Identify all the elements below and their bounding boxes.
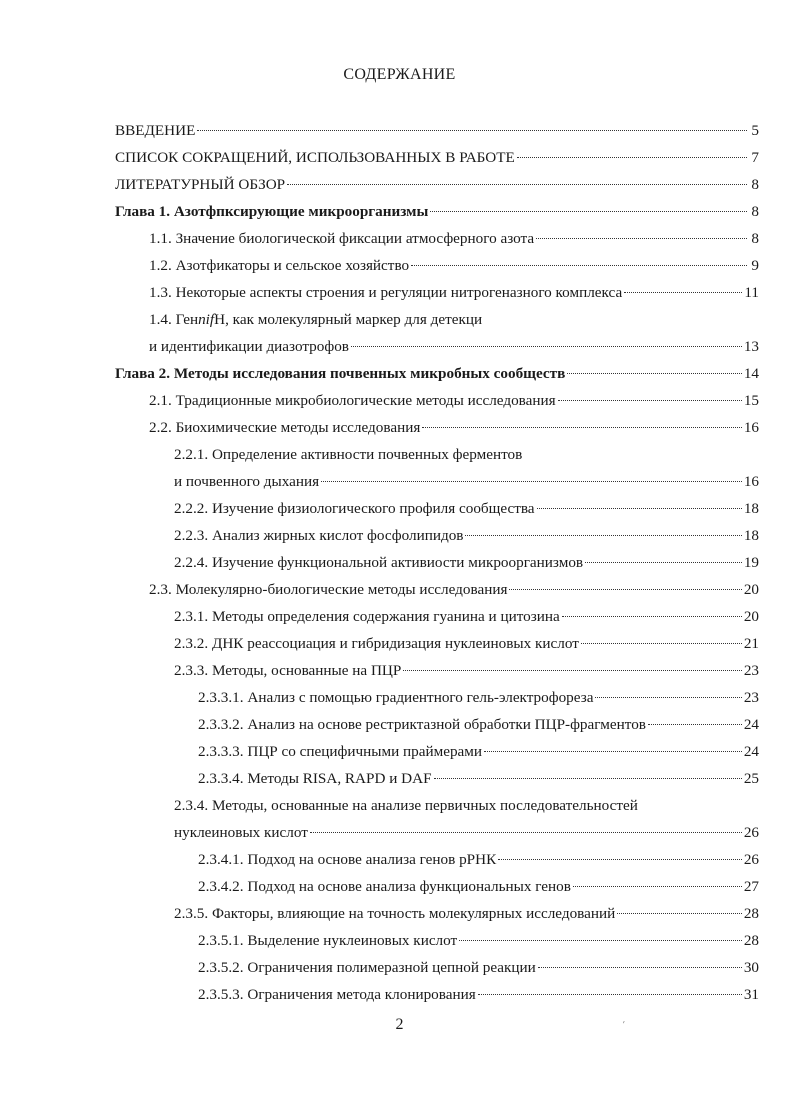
dot-leader xyxy=(517,157,747,158)
toc-entry[interactable] xyxy=(115,981,759,1008)
toc-entry-title: 2.3.5.3. Ограничения метода клонирования xyxy=(198,986,476,1003)
toc-entry[interactable] xyxy=(115,684,759,711)
toc-entry-page: 11 xyxy=(744,284,759,301)
toc-entry-title: Глава 1. Азотфпксирующие микроорганизмы xyxy=(115,203,429,220)
toc-entry-page: 8 xyxy=(751,230,759,247)
toc-entry-page: 16 xyxy=(743,473,759,490)
toc-entry-title: 2.2.2. Изучение физиологического профиля сообщества xyxy=(174,500,535,517)
dot-leader xyxy=(411,265,747,266)
toc-entry[interactable] xyxy=(115,954,759,981)
toc-entry-title: 2.2.3. Анализ жирных кислот фосфолипидов xyxy=(174,527,464,544)
toc-entry-title: 2.3.3.1. Анализ с помощью градиентного гель-электрофореза xyxy=(198,689,594,706)
toc-entry-title: СПИСОК СОКРАЩЕНИЙ, ИСПОЛЬЗОВАННЫХ В РАБОТЕ xyxy=(115,149,515,166)
toc-entry-title-continuation: и почвенного дыхания xyxy=(174,473,320,490)
toc-entry-page: 19 xyxy=(743,554,759,571)
toc-entry-title: 1.2. Азотфикаторы и сельское хозяйство xyxy=(149,257,410,274)
toc-entry-title: 2.3.5. Факторы, влияющие на точность молекулярных исследований xyxy=(174,905,616,922)
toc-entry-page: 13 xyxy=(743,338,759,355)
toc-entry-page: 28 xyxy=(743,932,759,949)
dot-leader xyxy=(509,589,741,590)
toc-entry[interactable] xyxy=(115,360,759,387)
toc-entry[interactable] xyxy=(115,738,759,765)
toc-entry[interactable] xyxy=(115,144,759,171)
toc-entry[interactable] xyxy=(115,279,759,306)
toc-entry-continuation[interactable] xyxy=(115,468,759,495)
dot-leader xyxy=(562,616,742,617)
toc-entry-title: 2.3. Молекулярно-биологические методы исследования xyxy=(149,581,508,598)
toc-entry-title: 1.4. Ген xyxy=(149,311,199,328)
toc-entry-title: 2.3.4. Методы, основанные на анализе первичных последовательностей xyxy=(174,797,638,814)
dot-leader xyxy=(484,751,742,752)
toc-entry-continuation[interactable] xyxy=(115,333,759,360)
toc-entry-title: 2.3.3.3. ПЦР со специфичными праймерами xyxy=(198,743,483,760)
toc-entry-title: 2.2.4. Изучение функциональной активиости микроорганизмов xyxy=(174,554,584,571)
dot-leader xyxy=(537,508,742,509)
dot-leader xyxy=(648,724,742,725)
dot-leader xyxy=(321,481,742,482)
toc-entry-title: 2.3.5.2. Ограничения полимеразной цепной реакции xyxy=(198,959,536,976)
toc-entry-page: 23 xyxy=(743,689,759,706)
dot-leader xyxy=(465,535,741,536)
toc-entry-title-rest: H, как молекулярный маркер для детекци xyxy=(214,311,483,328)
dot-leader xyxy=(558,400,742,401)
dot-leader xyxy=(498,859,742,860)
toc-entry-page: 25 xyxy=(743,770,759,787)
dot-leader xyxy=(624,292,742,293)
dot-leader xyxy=(595,697,741,698)
toc-entry[interactable] xyxy=(115,441,759,468)
toc-entry-title-italic: nif xyxy=(198,311,215,328)
toc-entry-page: 18 xyxy=(743,527,759,544)
dot-leader xyxy=(573,886,742,887)
toc-entry[interactable] xyxy=(115,117,759,144)
dot-leader xyxy=(478,994,742,995)
toc-entry-title: 2.3.4.1. Подход на основе анализа генов рРНК xyxy=(198,851,497,868)
toc-entry[interactable] xyxy=(115,522,759,549)
toc-entry-title: 2.2.1. Определение активности почвенных ферментов xyxy=(174,446,523,463)
dot-leader xyxy=(536,238,747,239)
toc-entry-title: Глава 2. Методы исследования почвенных микробных сообществ xyxy=(115,365,566,382)
toc-entry[interactable] xyxy=(115,225,759,252)
toc-entry-page: 31 xyxy=(743,986,759,1003)
dot-leader xyxy=(567,373,741,374)
toc-entry-title: 2.3.3.2. Анализ на основе рестриктазной обработки ПЦР-фрагментов xyxy=(198,716,646,733)
toc-entry-title: 2.3.3.4. Методы RISA, RAPD и DAF xyxy=(198,770,432,787)
toc-entry-page: 23 xyxy=(743,662,759,679)
dot-leader xyxy=(197,130,747,131)
toc-entry[interactable] xyxy=(115,306,759,333)
toc-entry-title: ВВЕДЕНИЕ xyxy=(115,122,196,139)
dot-leader xyxy=(310,832,742,833)
toc-entry-title: 2.3.4.2. Подход на основе анализа функциональных генов xyxy=(198,878,571,895)
toc-entry[interactable] xyxy=(115,900,759,927)
toc-entry-page: 26 xyxy=(743,851,759,868)
toc-entry[interactable] xyxy=(115,765,759,792)
dot-leader xyxy=(422,427,741,428)
toc-entry-page: 14 xyxy=(743,365,759,382)
toc-entry-page: 16 xyxy=(743,419,759,436)
toc-entry[interactable] xyxy=(115,927,759,954)
toc-entry[interactable] xyxy=(115,252,759,279)
table-of-contents xyxy=(115,117,759,1008)
toc-entry-page: 20 xyxy=(743,608,759,625)
toc-entry-page: 7 xyxy=(751,149,759,166)
toc-entry-page: 26 xyxy=(743,824,759,841)
page-number: 2 xyxy=(395,1016,404,1033)
dot-leader xyxy=(585,562,742,563)
toc-entry[interactable] xyxy=(115,657,759,684)
toc-entry-page: 15 xyxy=(743,392,759,409)
toc-entry-page: 18 xyxy=(743,500,759,517)
toc-entry-title: 2.3.2. ДНК реассоциация и гибридизация нуклеиновых кислот xyxy=(174,635,579,652)
toc-entry[interactable] xyxy=(115,387,759,414)
toc-entry-title-continuation: и идентификации диазотрофов xyxy=(149,338,349,355)
scan-mark: ´ xyxy=(621,1019,630,1032)
toc-entry-page: 20 xyxy=(743,581,759,598)
toc-entry-title: 2.3.5.1. Выделение нуклеиновых кислот xyxy=(198,932,458,949)
toc-entry[interactable] xyxy=(115,495,759,522)
dot-leader xyxy=(287,184,747,185)
toc-entry-page: 28 xyxy=(743,905,759,922)
dot-leader xyxy=(403,670,741,671)
toc-entry-page: 8 xyxy=(751,176,759,193)
toc-entry[interactable] xyxy=(115,603,759,630)
dot-leader xyxy=(581,643,742,644)
toc-entry[interactable] xyxy=(115,630,759,657)
toc-entry-page: 30 xyxy=(743,959,759,976)
toc-entry-page: 8 xyxy=(751,203,759,220)
toc-entry[interactable] xyxy=(115,792,759,819)
toc-entry-page: 24 xyxy=(743,743,759,760)
toc-entry[interactable] xyxy=(115,846,759,873)
toc-entry-page: 9 xyxy=(751,257,759,274)
toc-entry[interactable] xyxy=(115,873,759,900)
toc-entry[interactable] xyxy=(115,711,759,738)
dot-leader xyxy=(459,940,742,941)
dot-leader xyxy=(351,346,742,347)
dot-leader xyxy=(434,778,742,779)
toc-entry-title: ЛИТЕРАТУРНЫЙ ОБЗОР xyxy=(115,176,286,193)
toc-entry-continuation[interactable] xyxy=(115,819,759,846)
toc-entry-page: 27 xyxy=(743,878,759,895)
dot-leader xyxy=(430,211,747,212)
toc-entry-title-continuation: нуклеиновых кислот xyxy=(174,824,308,841)
dot-leader xyxy=(538,967,742,968)
toc-entry[interactable] xyxy=(115,414,759,441)
toc-entry-title: 1.3. Некоторые аспекты строения и регуляции нитрогеназного комплекса xyxy=(149,284,623,301)
toc-entry-title: 2.3.3. Методы, основанные на ПЦР xyxy=(174,662,402,679)
toc-entry-title: 1.1. Значение биологической фиксации атмосферного азота xyxy=(149,230,535,247)
toc-entry-page: 21 xyxy=(743,635,759,652)
toc-title: СОДЕРЖАНИЕ xyxy=(343,66,456,83)
toc-entry[interactable] xyxy=(115,171,759,198)
toc-entry-title: 2.3.1. Методы определения содержания гуанина и цитозина xyxy=(174,608,560,625)
toc-entry[interactable] xyxy=(115,549,759,576)
toc-entry-title: 2.2. Биохимические методы исследования xyxy=(149,419,421,436)
toc-entry[interactable] xyxy=(115,576,759,603)
toc-entry-page: 5 xyxy=(751,122,759,139)
toc-entry-page: 24 xyxy=(743,716,759,733)
dot-leader xyxy=(617,913,742,914)
toc-entry[interactable] xyxy=(115,198,759,225)
toc-entry-title: 2.1. Традиционные микробиологические методы исследования xyxy=(149,392,556,409)
